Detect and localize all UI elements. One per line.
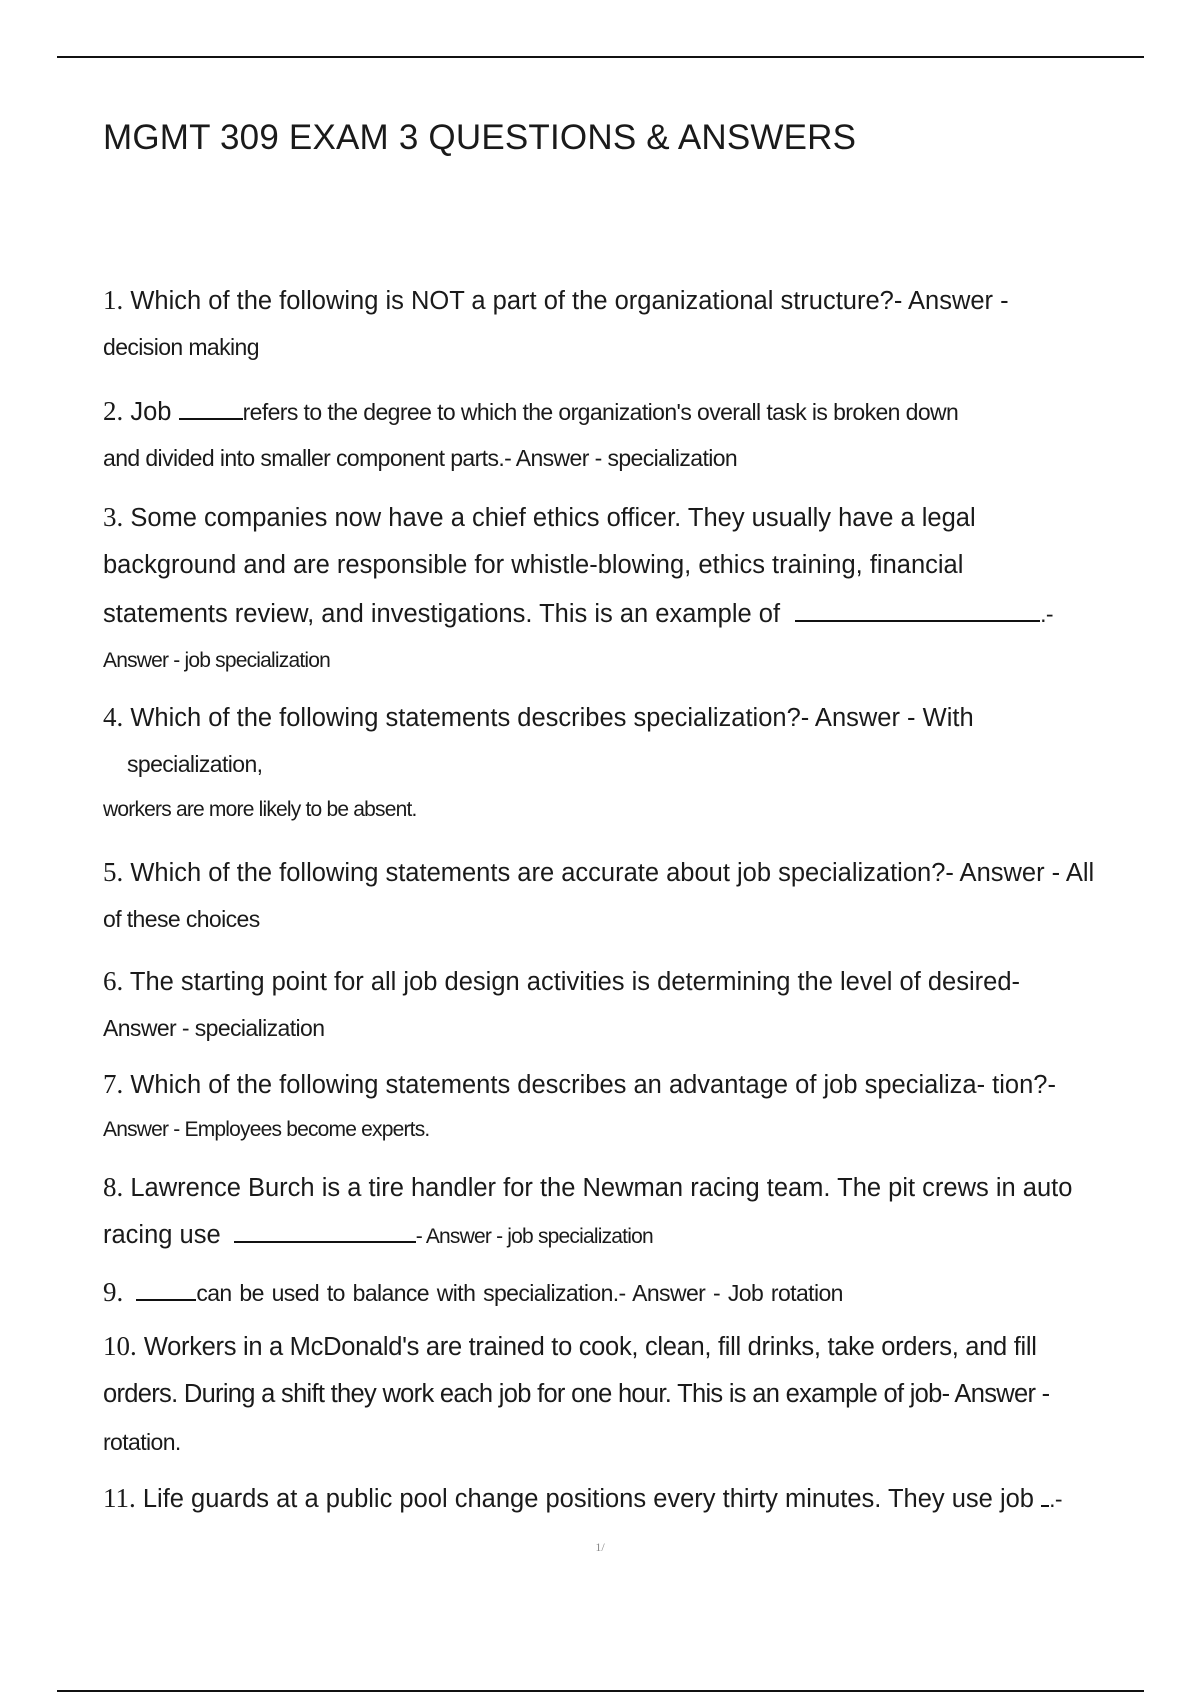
answer-text: - Answer - job specialization [415, 1225, 653, 1248]
question-text: Life guards at a public pool change positions every thirty minutes. They use job [142, 1485, 1034, 1513]
document-title: MGMT 309 EXAM 3 QUESTIONS & ANSWERS [103, 118, 857, 157]
question-number: 8. [103, 1172, 124, 1202]
question-text-line-2: racing use [103, 1221, 221, 1249]
answer-text: Answer - job specialization [103, 649, 331, 672]
page-number: 1/ [595, 1540, 605, 1554]
question-text-end: refers to the degree to which the organization's overall task is broken down [242, 399, 959, 425]
question-number: 5. [103, 857, 124, 887]
question-text-start: Job [130, 398, 172, 426]
bottom-rule [57, 1690, 1144, 1692]
fill-in-blank [234, 1240, 416, 1243]
question-number: 2. [103, 396, 124, 426]
question-text: The starting point for all job design activities is determining the level of desired- [129, 968, 1020, 996]
answer-text-line-1: specialization, [127, 751, 263, 777]
question-text: Which of the following statements describes specialization?- Answer - With [130, 704, 974, 732]
question-text-line-2: background and are responsible for whistle-blowing, ethics training, financial [103, 551, 964, 579]
question-number: 9. [103, 1277, 124, 1307]
question-5-line-1 [103, 857, 1094, 888]
question-1-line-1 [103, 285, 1009, 316]
answer-text: rotation. [103, 1429, 181, 1455]
question-number: 7. [103, 1069, 124, 1099]
question-text: Some companies now have a chief ethics officer. They usually have a legal [130, 504, 976, 532]
answer-text-line-2: workers are more likely to be absent. [103, 798, 417, 821]
question-text-end: .- [1040, 601, 1053, 627]
question-8-line-1 [103, 1172, 1072, 1203]
question-text: Workers in a McDonald's are trained to cook, clean, fill drinks, take orders, and fill [143, 1333, 1037, 1361]
fill-in-blank [179, 417, 243, 420]
question-number: 11. [103, 1483, 136, 1513]
question-text: Which of the following is NOT a part of the organizational structure?- Answer - [130, 287, 1009, 315]
question-8-line-2 [103, 1221, 653, 1250]
answer-text: decision making [103, 334, 259, 360]
question-7-line-1 [103, 1069, 1056, 1100]
question-text-end: .- [1049, 1486, 1062, 1512]
question-3-line-3 [103, 600, 1053, 629]
question-text: Which of the following statements describes an advantage of job specializa- tion?- [130, 1071, 1056, 1099]
question-number: 4. [103, 702, 124, 732]
question-2-line-1 [103, 396, 958, 427]
question-number: 1. [103, 285, 124, 315]
answer-text: of these choices [103, 906, 260, 932]
question-text: Which of the following statements are accurate about job specialization?- Answer - All [130, 859, 1095, 887]
fill-in-blank [795, 619, 1040, 622]
question-3-line-1 [103, 502, 976, 533]
question-11-line-1 [103, 1483, 1062, 1514]
question-text-line-2: orders. During a shift they work each job for one hour. This is an example of job- Answer - [103, 1380, 1050, 1408]
question-text-line-3: statements review, and investigations. This is an example of [103, 600, 781, 628]
fill-in-blank [1041, 1504, 1049, 1507]
answer-text: and divided into smaller component parts.- Answer - specialization [103, 445, 738, 471]
question-number: 6. [103, 966, 124, 996]
question-9-line-1 [103, 1277, 843, 1308]
question-6-line-1 [103, 966, 1020, 997]
question-number: 3. [103, 502, 124, 532]
answer-text: Answer - Employees become experts. [103, 1118, 430, 1141]
answer-text: Answer - specialization [103, 1015, 325, 1041]
fill-in-blank [136, 1298, 196, 1301]
question-number: 10. [103, 1331, 137, 1361]
question-10-line-1 [103, 1331, 1037, 1362]
question-text: can be used to balance with specialization.- Answer - Job rotation [196, 1280, 843, 1306]
top-rule [57, 56, 1144, 58]
question-4-line-1 [103, 702, 974, 733]
question-text: Lawrence Burch is a tire handler for the Newman racing team. The pit crews in auto [130, 1174, 1073, 1202]
